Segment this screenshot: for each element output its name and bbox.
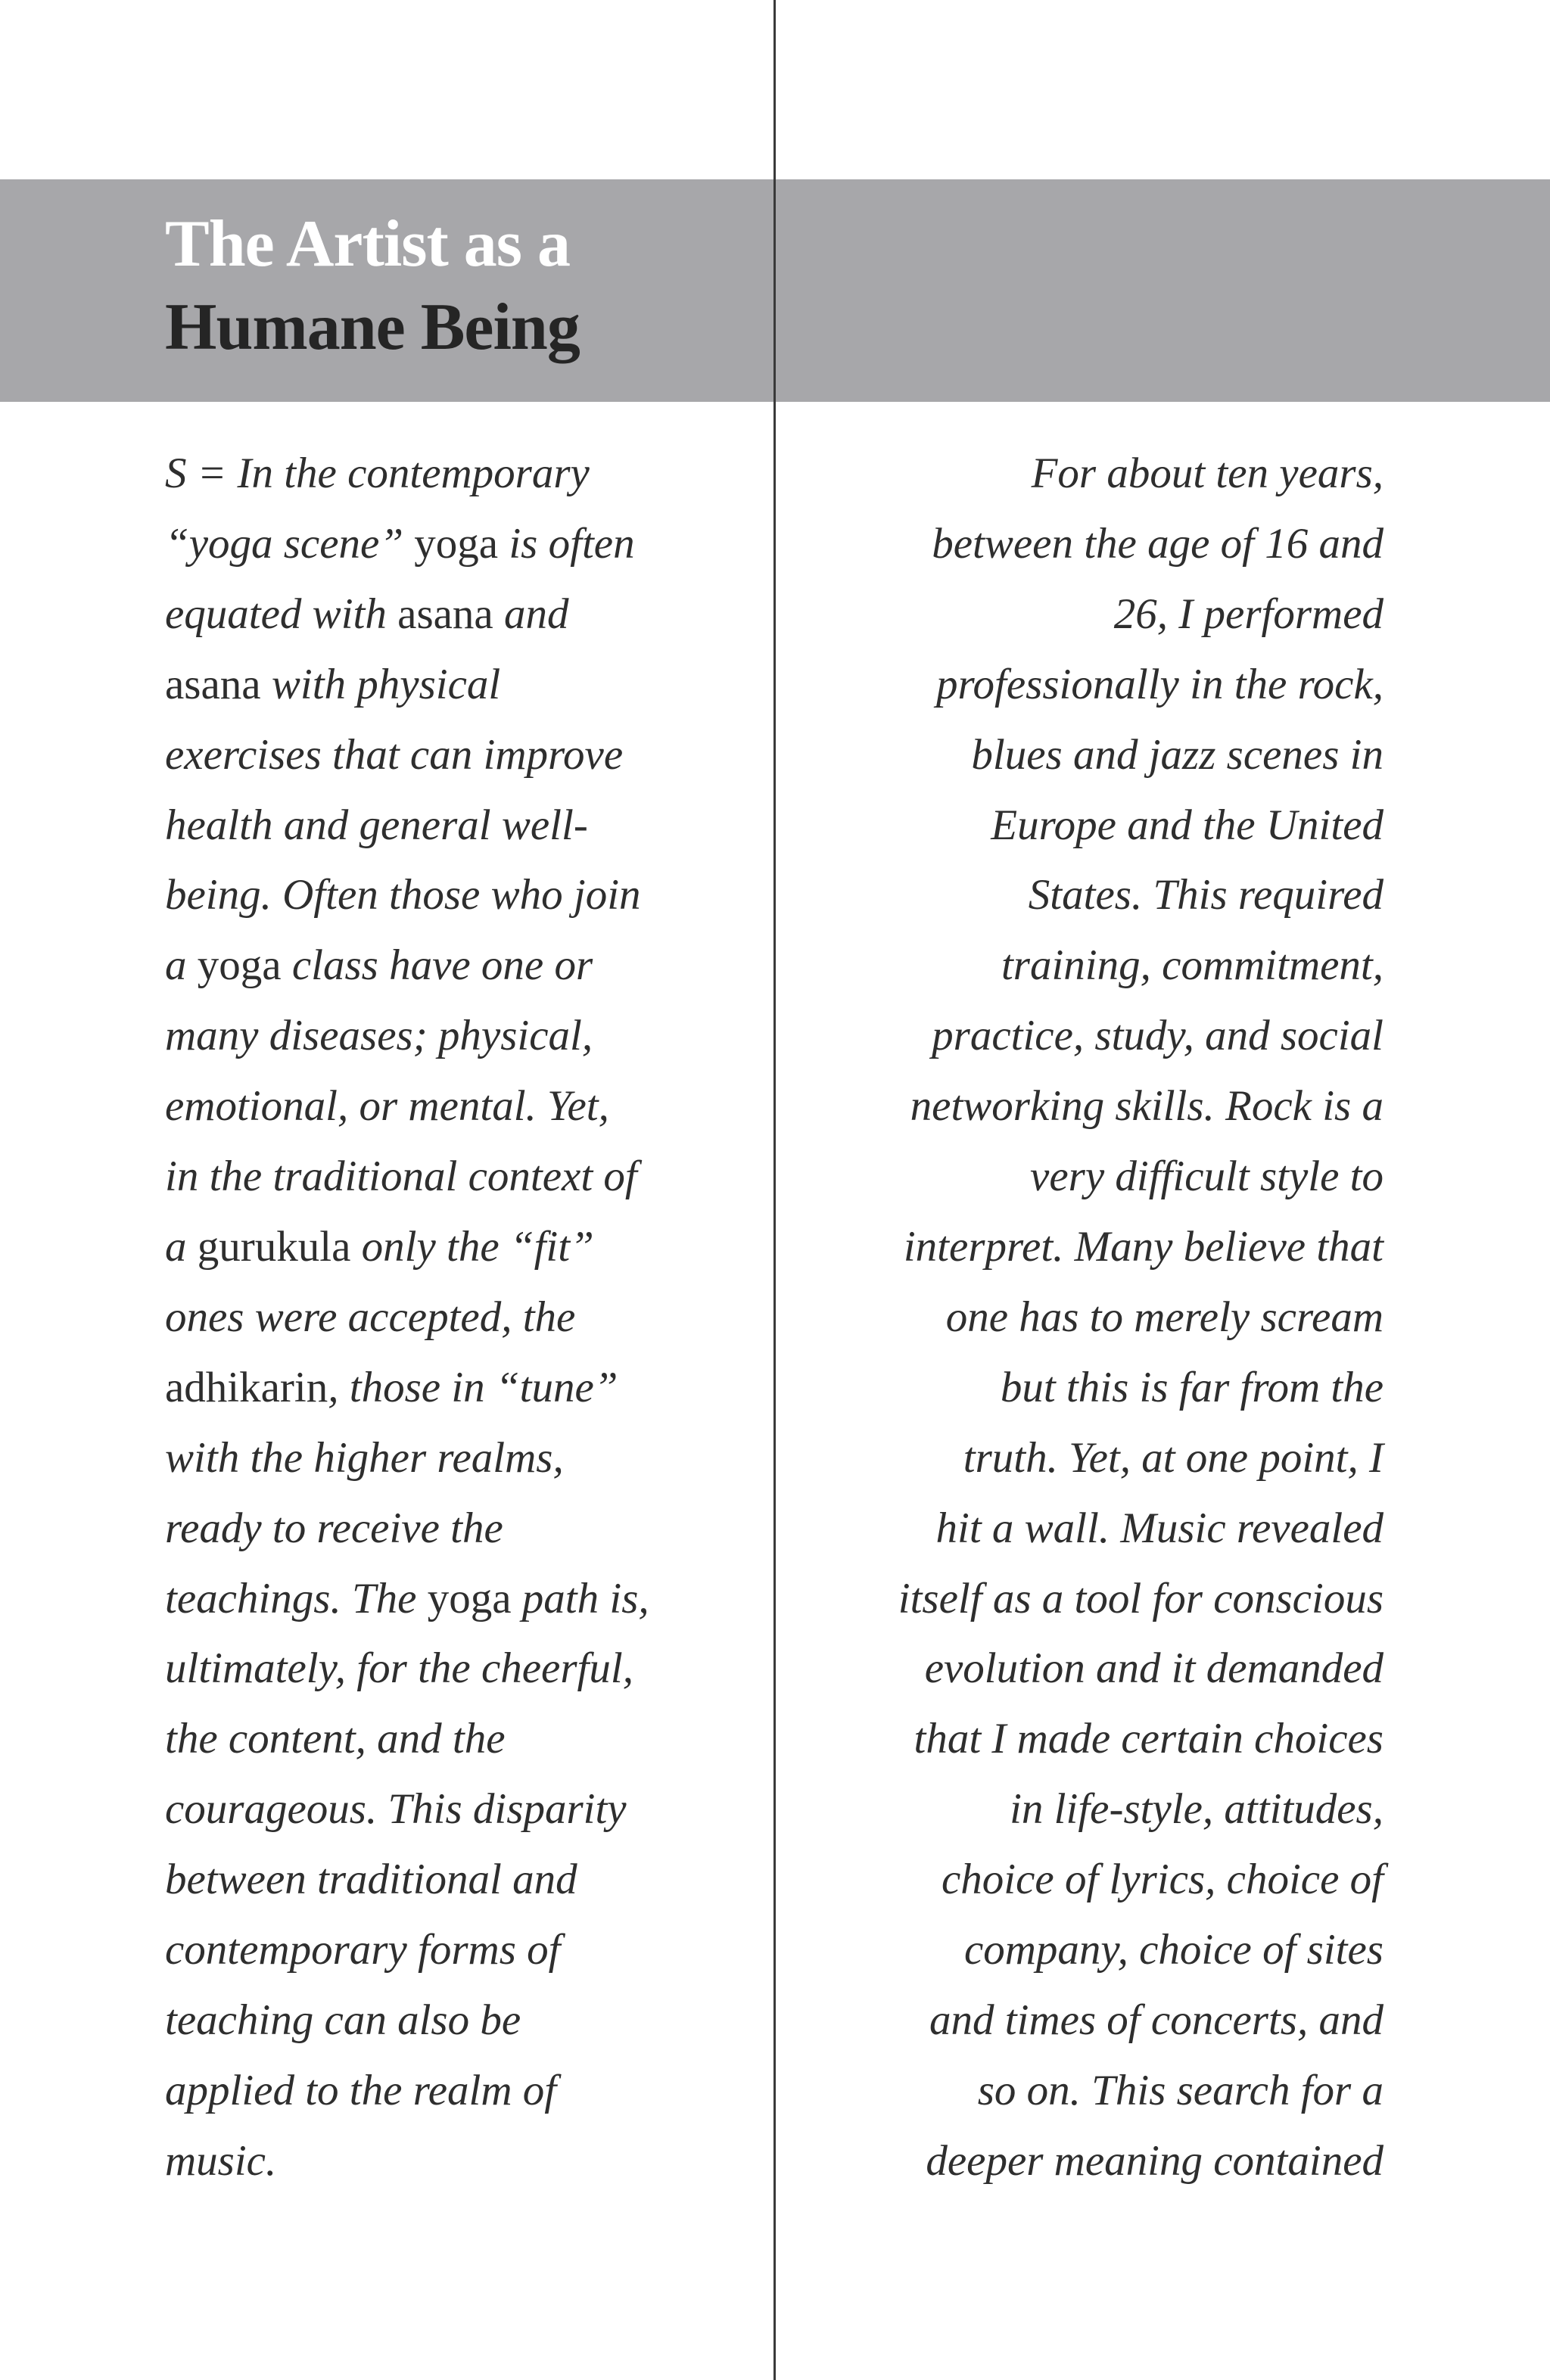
- upright-term: asana: [165, 660, 261, 708]
- title-line-2: Humane Being: [165, 291, 580, 364]
- text-segment: the content, and the: [165, 1715, 506, 1763]
- right-text-line: States. This required: [1028, 871, 1383, 919]
- text-segment: in the traditional context of: [165, 1153, 637, 1201]
- text-segment: health and general well-: [165, 801, 588, 849]
- left-text-line: [165, 720, 740, 791]
- left-text-line: [165, 1001, 740, 1072]
- left-text-line: [165, 2056, 740, 2126]
- left-text-line: [165, 1986, 740, 2056]
- text-segment: equated with: [165, 590, 398, 638]
- right-text-line: choice of lyrics, choice of: [941, 1856, 1383, 1904]
- text-segment: ones were accepted, the: [165, 1293, 576, 1341]
- upright-term: yoga: [414, 519, 499, 568]
- right-text-line: itself as a tool for conscious: [898, 1574, 1383, 1622]
- left-text-line: [165, 931, 740, 1001]
- left-text-line: [165, 509, 740, 580]
- text-segment: path is,: [511, 1574, 649, 1622]
- left-text-line: [165, 1915, 740, 1986]
- upright-term: yoga: [197, 941, 282, 990]
- right-text-line: For about ten years,: [1031, 450, 1383, 497]
- left-text-line: [165, 1845, 740, 1915]
- text-segment: , those in “tune”: [328, 1363, 618, 1411]
- upright-term: adhikarin: [165, 1363, 328, 1411]
- left-text-line: [165, 2126, 740, 2197]
- text-segment: many diseases; physical,: [165, 1012, 593, 1060]
- left-text-line: [165, 1212, 740, 1283]
- right-text-line: very difficult style to: [1030, 1153, 1383, 1201]
- left-text-line: [165, 791, 740, 861]
- left-text-line: [165, 1775, 740, 1845]
- text-segment: class have one or: [281, 941, 593, 990]
- right-text-line: Europe and the United: [991, 801, 1383, 849]
- left-text-column: [165, 439, 740, 2197]
- right-text-line: blues and jazz scenes in: [971, 730, 1383, 779]
- left-text-line: [165, 1564, 740, 1635]
- text-segment: applied to the realm of: [165, 2066, 557, 2114]
- text-segment: teaching can also be: [165, 1996, 521, 2044]
- text-segment: and: [493, 590, 569, 638]
- title-line-1: The Artist as a: [165, 207, 570, 281]
- right-text-line: in life-style, attitudes,: [1010, 1785, 1383, 1834]
- right-text-line: professionally in the rock,: [935, 660, 1383, 708]
- text-segment: ultimately, for the cheerful,: [165, 1644, 633, 1693]
- text-segment: teachings. The: [165, 1574, 428, 1622]
- text-segment: between traditional and: [165, 1856, 577, 1904]
- text-segment: courageous. This disparity: [165, 1785, 627, 1834]
- left-text-line: [165, 1353, 740, 1423]
- left-text-line: [165, 1142, 740, 1212]
- left-text-line: [165, 650, 740, 720]
- right-text-line: deeper meaning contained: [926, 2136, 1383, 2185]
- left-text-line: [165, 1494, 740, 1564]
- left-text-line: [165, 1634, 740, 1704]
- text-segment: only the “fit”: [350, 1222, 594, 1271]
- right-text-line: interpret. Many believe that: [903, 1222, 1383, 1271]
- left-text-line: [165, 1423, 740, 1494]
- text-segment: a: [165, 1222, 198, 1271]
- left-text-line: [165, 1072, 740, 1142]
- upright-term: yoga: [427, 1574, 512, 1622]
- right-text-line: but this is far from the: [1000, 1363, 1383, 1411]
- left-text-line: [165, 439, 740, 509]
- text-segment: S = In the contemporary: [165, 450, 590, 497]
- text-segment: with physical: [260, 660, 501, 708]
- right-text-line: company, choice of sites: [963, 1926, 1383, 1974]
- left-text-line: [165, 1283, 740, 1353]
- text-segment: being. Often those who join: [165, 871, 641, 919]
- column-divider: [773, 0, 776, 2380]
- right-text-line: between the age of 16 and: [932, 519, 1383, 568]
- right-text-line: networking skills. Rock is a: [910, 1082, 1383, 1131]
- text-segment: exercises that can improve: [165, 730, 624, 779]
- right-text-line: training, commitment,: [1001, 941, 1383, 990]
- text-segment: with the higher realms,: [165, 1433, 564, 1482]
- right-text-line: truth. Yet, at one point, I: [963, 1433, 1383, 1482]
- right-text-line: hit a wall. Music revealed: [935, 1504, 1383, 1552]
- text-segment: “yoga scene”: [165, 519, 415, 568]
- right-text-line: practice, study, and social: [932, 1012, 1383, 1060]
- right-text-line: and times of concerts, and: [929, 1996, 1383, 2044]
- left-text-line: [165, 580, 740, 650]
- right-text-line: evolution and it demanded: [924, 1644, 1383, 1693]
- right-text-line: so on. This search for a: [977, 2066, 1383, 2114]
- text-segment: ready to receive the: [165, 1504, 503, 1552]
- text-segment: emotional, or mental. Yet,: [165, 1082, 609, 1131]
- upright-term: asana: [397, 590, 493, 638]
- right-text-line: that I made certain choices: [914, 1715, 1383, 1763]
- upright-term: gurukula: [197, 1222, 351, 1271]
- right-text-line: one has to merely scream: [945, 1293, 1383, 1341]
- text-segment: is often: [498, 519, 635, 568]
- text-segment: music.: [165, 2136, 277, 2185]
- text-segment: contemporary forms of: [165, 1926, 561, 1974]
- left-text-line: [165, 1704, 740, 1775]
- page-title: [165, 203, 740, 369]
- right-text-column: [808, 439, 1383, 2197]
- right-text-line: 26, I performed: [1113, 590, 1383, 638]
- text-segment: a: [165, 941, 198, 990]
- left-text-line: [165, 860, 740, 931]
